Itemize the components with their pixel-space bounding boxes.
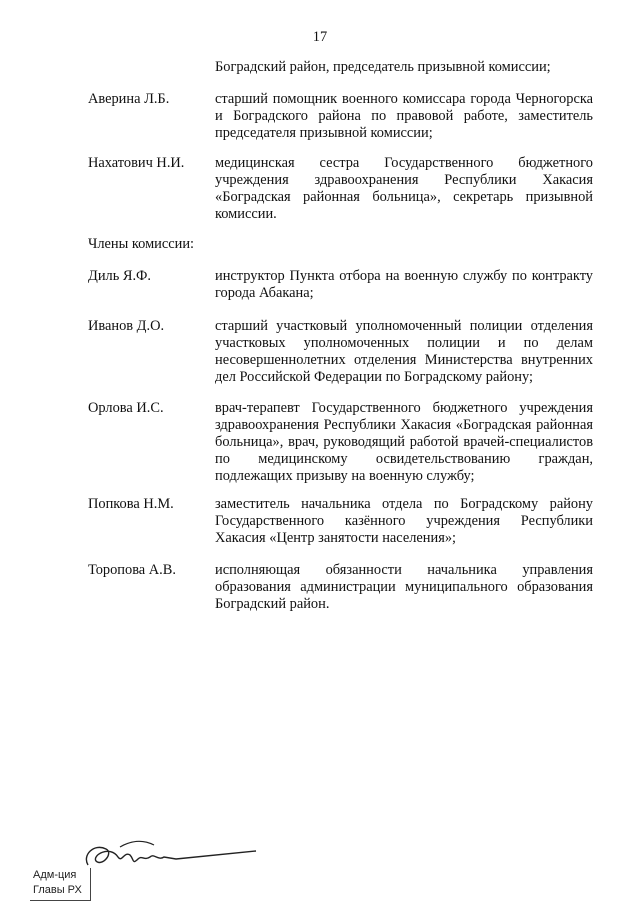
page-number: 17	[312, 29, 328, 45]
stamp	[30, 868, 91, 901]
member-name: Нахатович Н.И.	[88, 155, 185, 171]
member-role: инструктор Пункта отбора на военную службу по контракту города Абакана;	[215, 268, 593, 301]
member-role: старший помощник военного комиссара города Черногорска и Боградского района по правовой работе, заместитель председателя призывной комиссии;	[215, 91, 593, 141]
member-name: Аверина Л.Б.	[88, 91, 170, 107]
member-name: Иванов Д.О.	[88, 318, 165, 334]
stamp-line: Главы РХ	[33, 884, 82, 896]
member-name: Попкова Н.М.	[88, 496, 174, 512]
member-name: Диль Я.Ф.	[88, 268, 152, 284]
signature-image	[80, 835, 270, 880]
member-role: заместитель начальника отдела по Боградскому району Государственного казённого учреждения Республики Хакасия «Центр занятости населения»;	[215, 496, 593, 546]
member-role: врач-терапевт Государственного бюджетного учреждения здравоохранения Республики Хакасия «Боградская районная больница», врач, руководящий работой врачей-специалистов по медицинскому освидетельствованию граждан, подлежащих призыву на военную службу;	[215, 400, 593, 484]
members-heading: Члены комиссии:	[88, 236, 195, 252]
member-role: исполняющая обязанности начальника управления образования администрации муниципального образования Боградский район.	[215, 562, 593, 612]
member-name: Орлова И.С.	[88, 400, 164, 416]
member-role: медицинская сестра Государственного бюджетного учреждения здравоохранения Республики Хакасия «Боградская районная больница», секретарь призывной комиссии.	[215, 155, 593, 222]
member-role: старший участковый уполномоченный полиции отделения участковых уполномоченных полиции и по делам несовершеннолетних отделения Министерства внутренних дел Российской Федерации по Боградскому району;	[215, 318, 593, 385]
stamp-line: Адм-ция	[33, 869, 77, 881]
member-name: Торопова А.В.	[88, 562, 176, 578]
continuation-text: Боградский район, председатель призывной комиссии;	[215, 59, 551, 75]
